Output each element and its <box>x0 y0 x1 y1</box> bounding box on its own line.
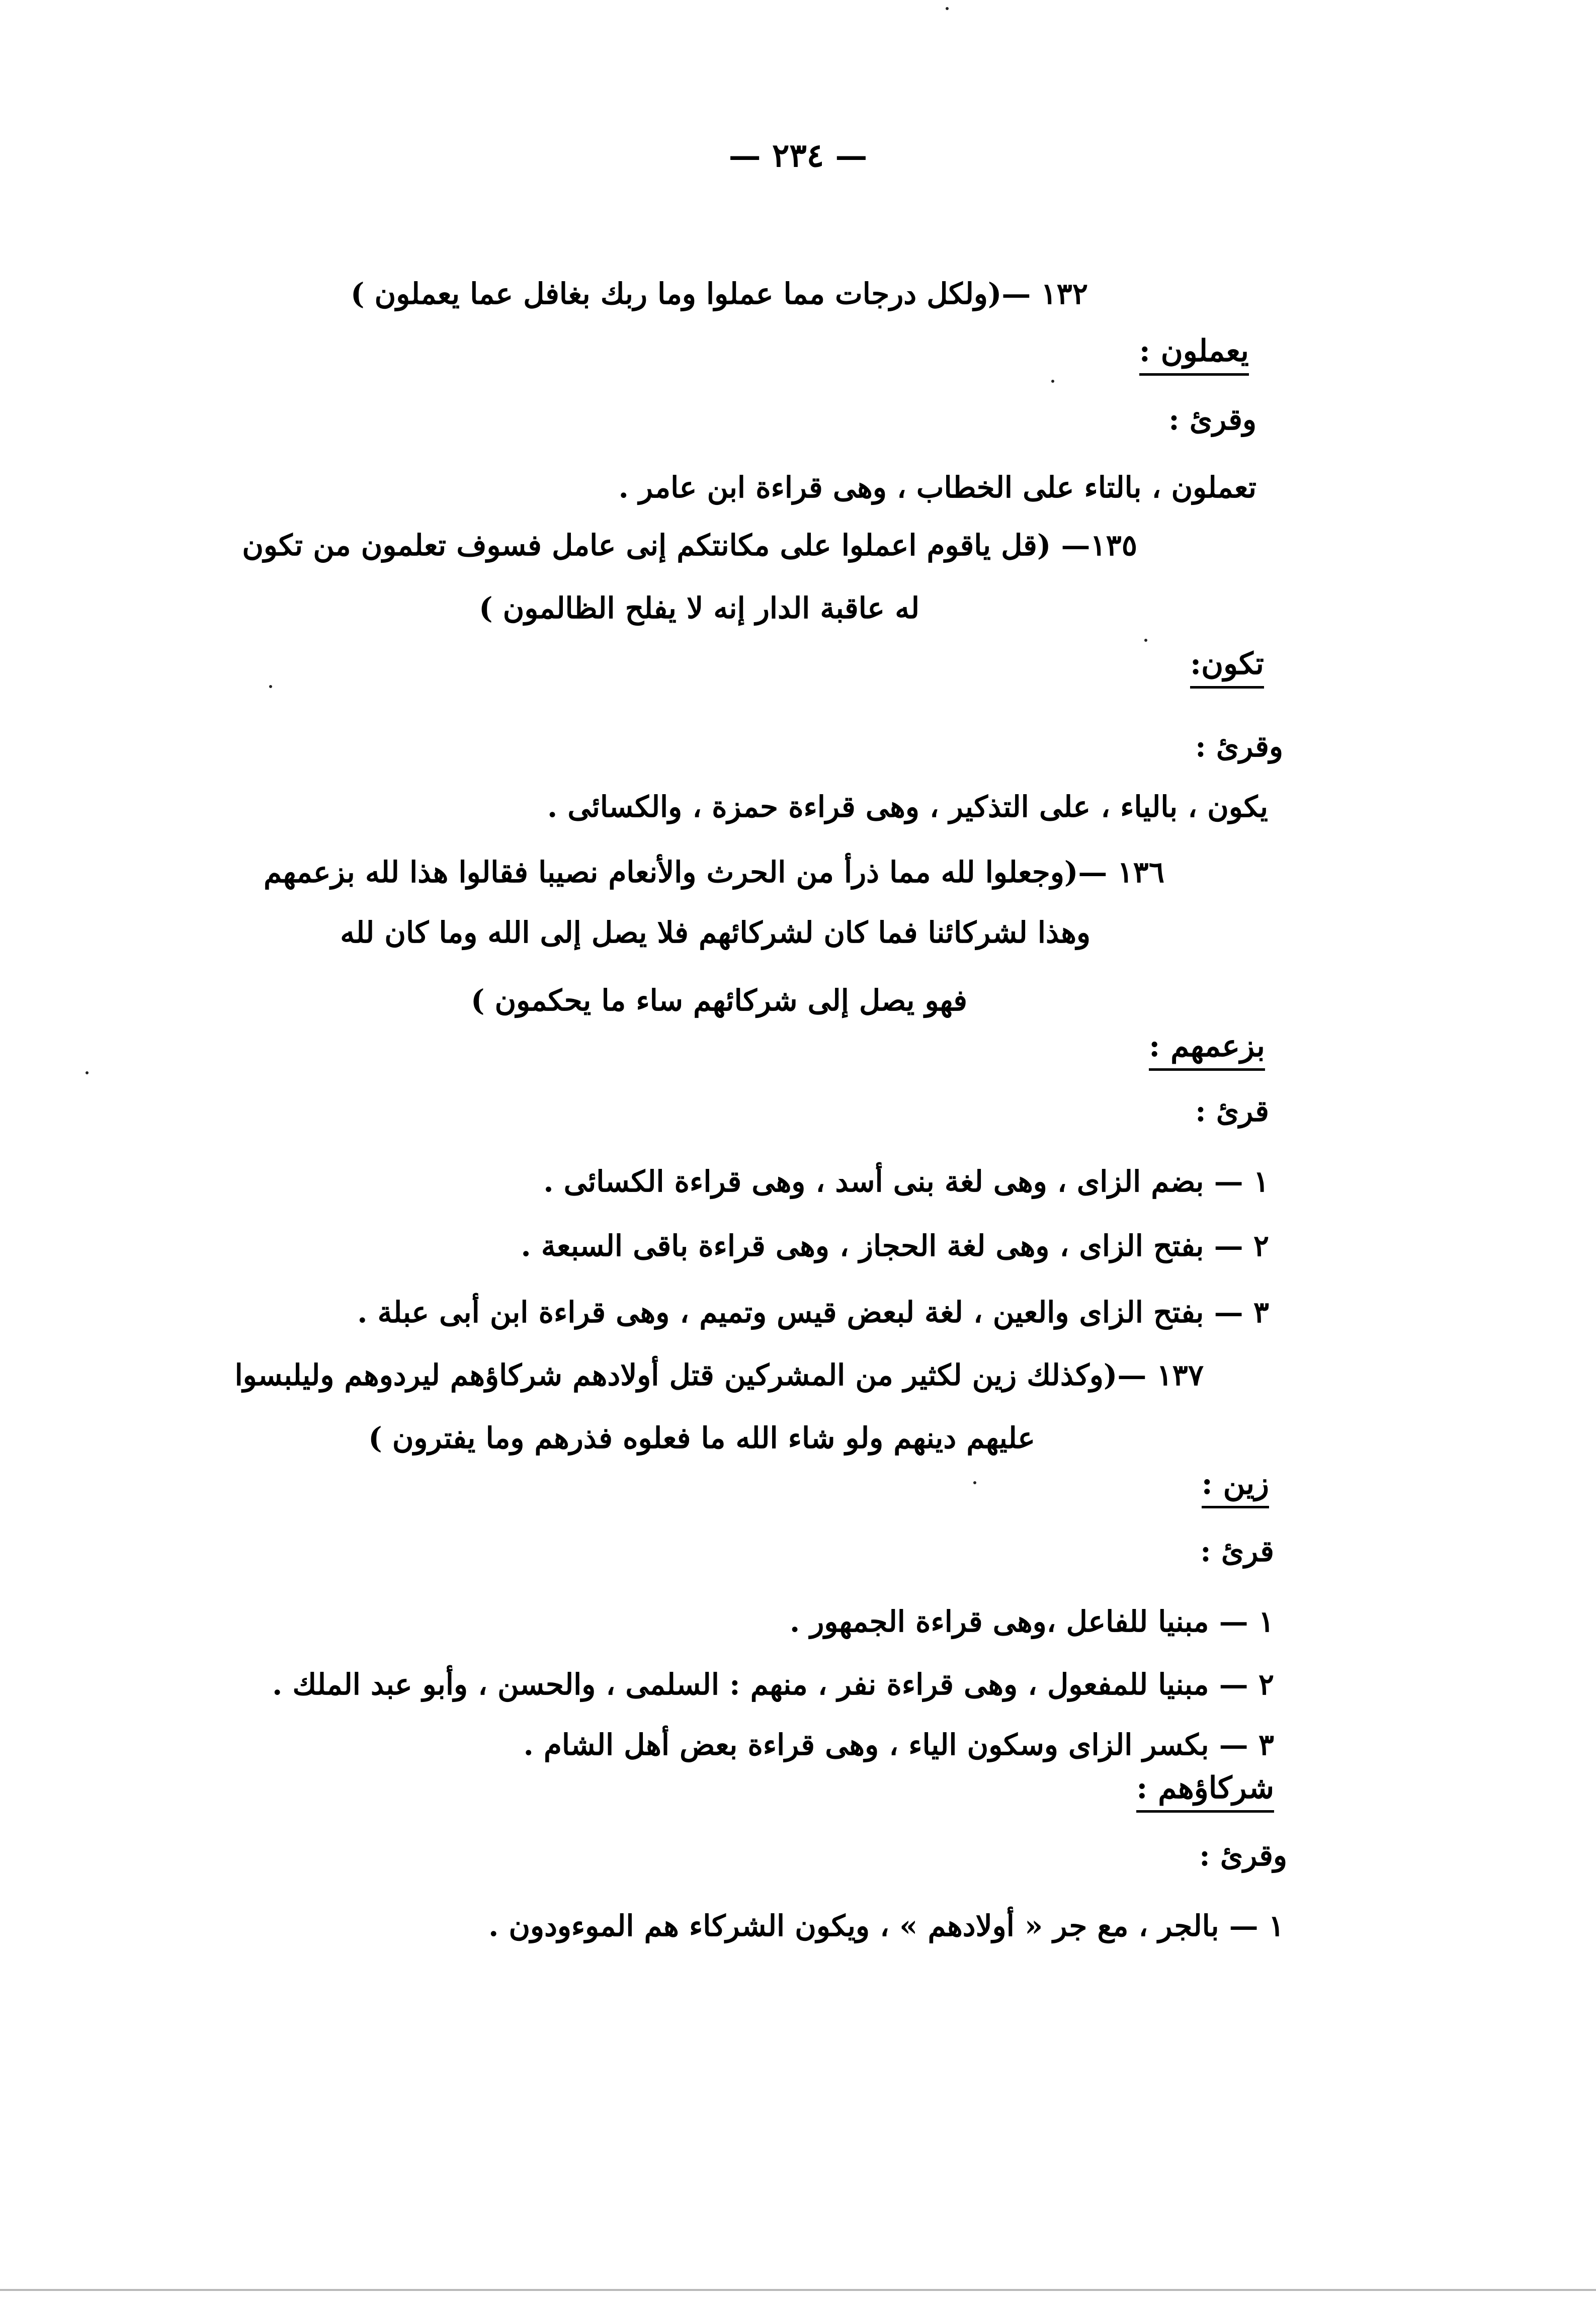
reading-line: ٢ — مبنيا للمفعول ، وهى قراءة نفر ، منهم : السلمى ، والحسن ، وأبو عبد الملك . <box>272 1667 1274 1702</box>
verse-137-line-2: عليهم دينهم ولو شاء الله ما فعلوه فذرهم وما يفترون ) <box>368 1421 1035 1455</box>
reading-line: يكون ، بالياء ، على التذكير ، وهى قراءة حمزة ، والكسائى . <box>547 790 1268 824</box>
verse-135-line-1: ١٣٥— (قل ياقوم اعملوا على مكانتكم إنى عامل فسوف تعلمون من تكون <box>242 528 1137 562</box>
scan-speck <box>1051 380 1054 383</box>
reading-line: ٢ — بفتح الزاى ، وهى لغة الحجاز ، وهى قراءة باقى السبعة . <box>521 1229 1269 1263</box>
verse-135-line-2: له عاقبة الدار إنه لا يفلح الظالمون ) <box>479 591 919 625</box>
qira-label: قرئ : <box>1195 1094 1269 1128</box>
verse-132: ١٣٢ —(ولكل درجات مما عملوا وما ربك بغافل عما يعملون ) <box>350 277 1088 311</box>
reading-line: تعملون ، بالتاء على الخطاب ، وهى قراءة ابن عامر . <box>618 470 1256 504</box>
scan-speck <box>946 7 949 10</box>
reading-line: ٣ — بفتح الزاى والعين ، لغة لبعض قيس وتميم ، وهى قراءة ابن أبى عبلة . <box>357 1295 1269 1329</box>
reading-line: ١ — بضم الزاى ، وهى لغة بنى أسد ، وهى قراءة الكسائى . <box>543 1164 1269 1199</box>
verse-136-line-3: فهو يصل إلى شركائهم ساء ما يحكمون ) <box>470 983 967 1017</box>
qira-label: قرئ : <box>1200 1534 1274 1568</box>
word-heading-shurakauhum: شركاؤهم : <box>1136 1773 1274 1813</box>
scan-speck <box>269 685 272 688</box>
verse-136-line-1: ١٣٦ —(وجعلوا لله مما ذرأ من الحرث والأنعام نصيبا فقالوا هذا لله بزعمهم <box>264 855 1164 889</box>
qira-label: وقرئ : <box>1199 1838 1287 1873</box>
verse-136-line-2: وهذا لشركائنا فما كان لشركائهم فلا يصل إلى الله وما كان لله <box>340 915 1090 950</box>
reading-line: ٣ — بكسر الزاى وسكون الياء ، وهى قراءة بعض أهل الشام . <box>523 1728 1274 1762</box>
word-heading-zuyyina: زين : <box>1202 1469 1269 1508</box>
reading-line: ١ — بالجر ، مع جر « أولادهم » ، ويكون الشركاء هم الموءودون . <box>488 1909 1284 1943</box>
page-number: — ٢٣٤ — <box>728 137 868 175</box>
reading-line: ١ — مبنيا للفاعل ،وهى قراءة الجمهور . <box>790 1604 1274 1639</box>
scan-speck <box>973 1481 976 1484</box>
scan-speck <box>1144 639 1147 642</box>
qira-label: وقرئ : <box>1195 729 1283 763</box>
word-heading-bizamihim: بزعمهم : <box>1149 1031 1265 1071</box>
viewer-bottom-edge <box>0 2289 1596 2291</box>
qira-label: وقرئ : <box>1168 402 1256 437</box>
word-heading-yamalun: يعملون : <box>1139 336 1249 376</box>
verse-137-line-1: ١٣٧ —(وكذلك زين لكثير من المشركين قتل أولادهم شركاؤهم ليردوهم وليلبسوا <box>234 1358 1204 1392</box>
word-heading-takun: تكون: <box>1190 649 1264 689</box>
scan-speck <box>86 1071 89 1074</box>
